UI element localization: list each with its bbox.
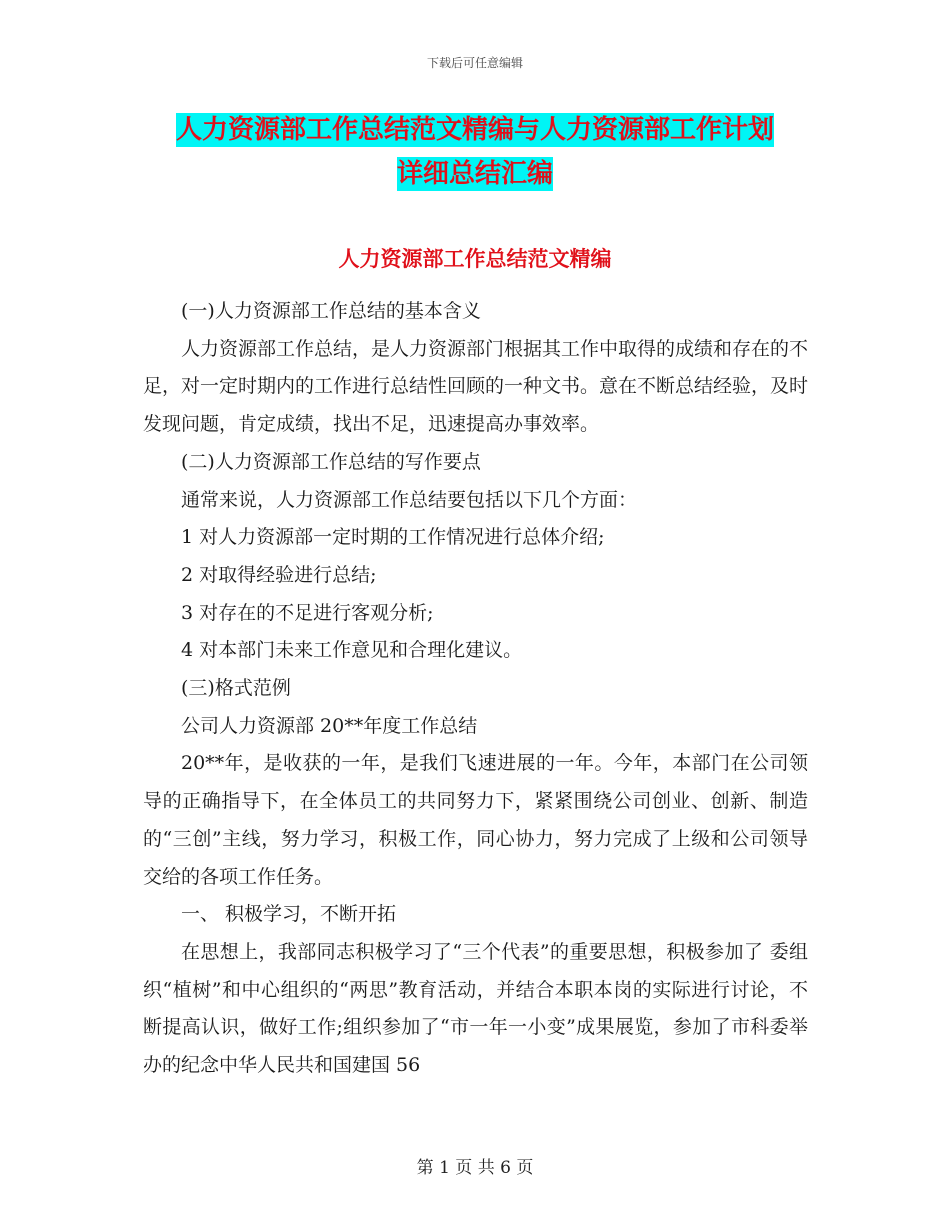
document-title-line-1	[145, 108, 805, 152]
paragraph-7: 3 对存在的不足进行客观分析;	[181, 601, 434, 624]
document-title-line-2-text: 详细总结汇编	[396, 159, 553, 189]
paragraph-10: 公司人力资源部 20**年度工作总结	[181, 714, 478, 737]
paragraph-12: 一、 积极学习，不断开拓	[181, 903, 397, 926]
paragraph-3: (二)人力资源部工作总结的写作要点	[181, 450, 481, 473]
paragraph-5: 1 对人力资源部一定时期的工作情况进行总体介绍;	[181, 526, 605, 549]
section-title: 人力资源部工作总结范文精编	[338, 247, 612, 271]
paragraph-13: 在思想上，我部同志积极学习了“三个代表”的重要思想，积极参加了 委组织“植树”和中心组织的“两思”教育活动，并结合本职本岗的实际进行讨论，不断提高认识，做好工作;组织参加了“市一年一小变”成果展览，参加了市科委举办的纪念中华人民共和国建国 56	[143, 940, 808, 1077]
document-body	[143, 293, 808, 1085]
paragraph-11: 20**年，是收获的一年，是我们飞速进展的一年。今年，本部门在公司领导的正确指导下，在全体员工的共同努力下，紧紧围绕公司创业、创新、制造的“三创”主线，努力学习，积极工作，同心协力，努力完成了上级和公司领导交给的各项工作任务。	[143, 752, 808, 888]
paragraph-4: 通常来说，人力资源部工作总结要包括以下几个方面：	[181, 488, 638, 511]
paragraph-1: (一)人力资源部工作总结的基本含义	[181, 300, 481, 322]
paragraph-2: 人力资源部工作总结，是人力资源部门根据其工作中取得的成绩和存在的不足，对一定时期内的工作进行总结性回顾的一种文书。意在不断总结经验，及时发现问题，肯定成绩，找出不足，迅速提高办事效率。	[143, 337, 809, 436]
document-title-line-2	[145, 152, 805, 196]
page-footer: 第 1 页 共 6 页	[416, 1158, 534, 1178]
paragraph-8: 4 对本部门未来工作意见和合理化建议。	[181, 639, 523, 662]
document-title-line-1-text: 人力资源部工作总结范文精编与人力资源部工作计划	[175, 115, 774, 145]
paragraph-6: 2 对取得经验进行总结;	[181, 563, 377, 586]
header-note: 下载后可任意编辑	[426, 56, 523, 70]
paragraph-9: (三)格式范例	[181, 677, 291, 700]
